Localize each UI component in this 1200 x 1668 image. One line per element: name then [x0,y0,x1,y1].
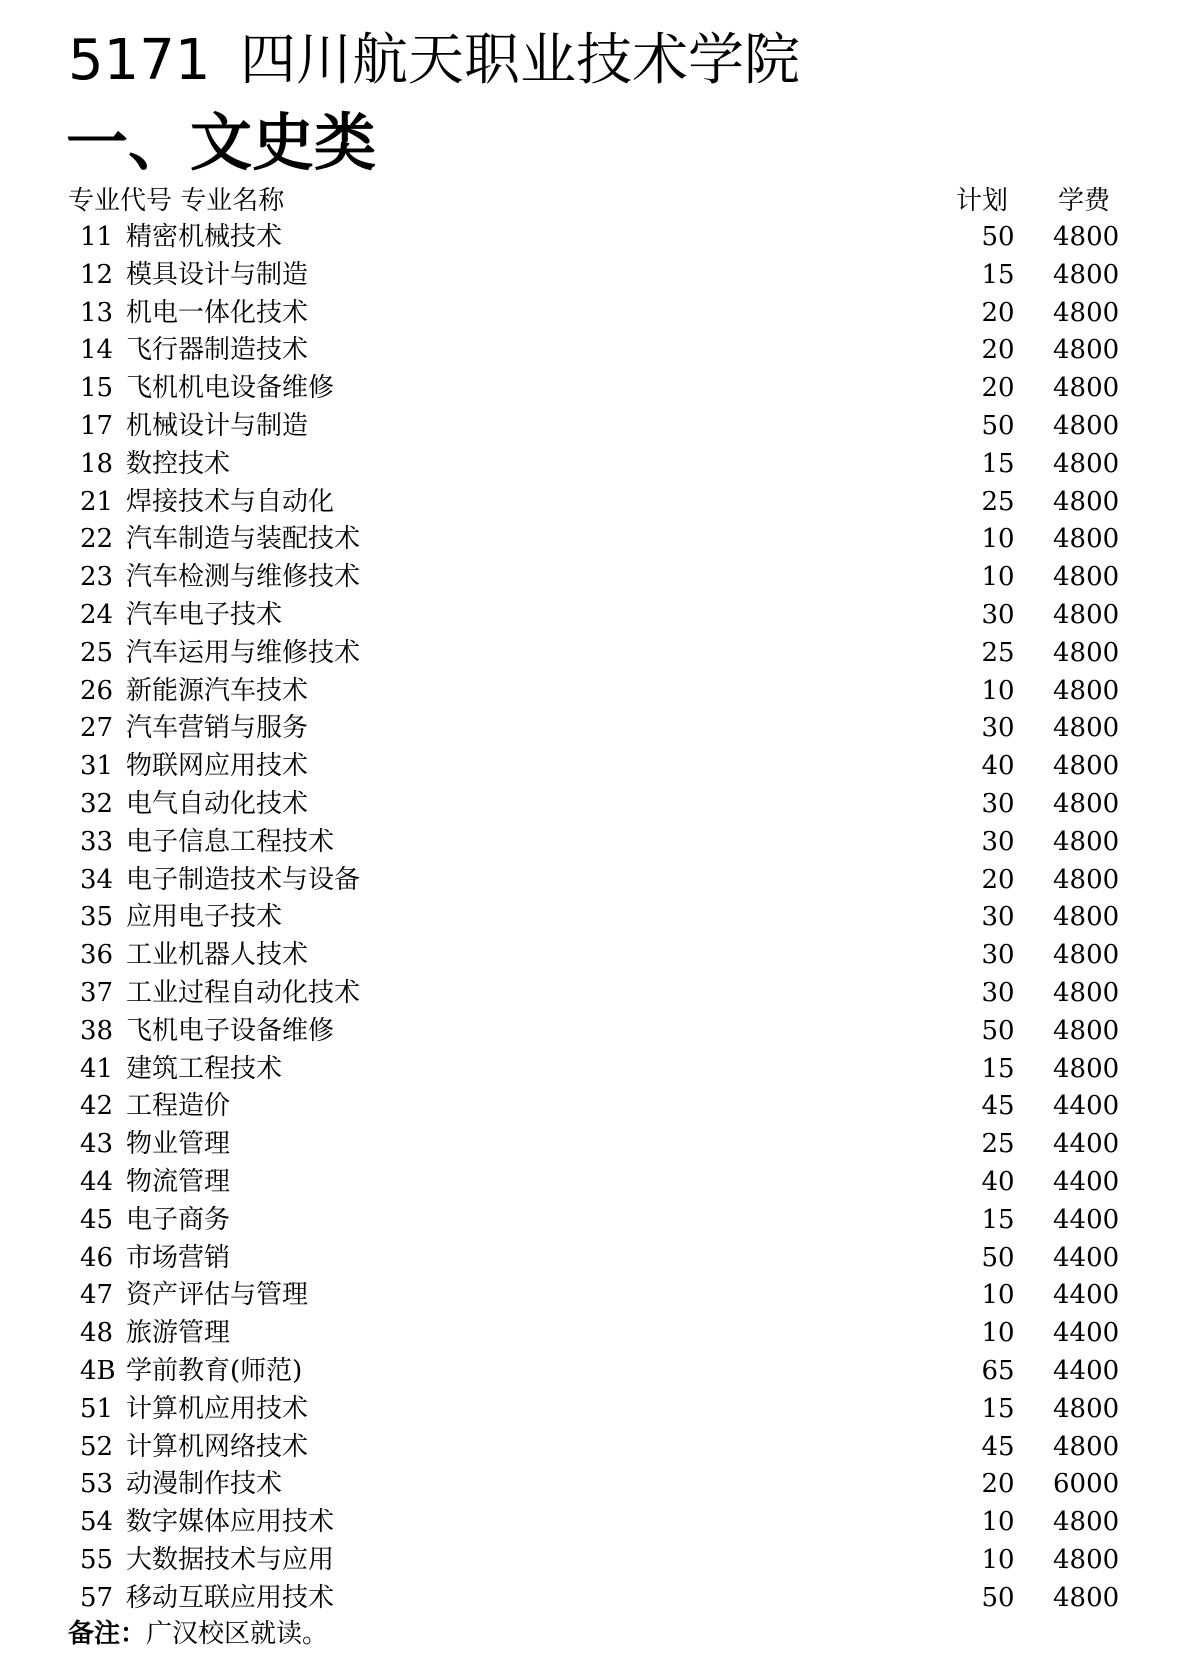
major-name: 电子制造技术与设备 [126,864,361,895]
plan-count: 10 [981,524,1015,555]
table-row [68,1429,1128,1467]
major-name: 应用电子技术 [126,902,283,933]
plan-count: 40 [981,1166,1015,1197]
footnote-text: 广汉校区就读。 [146,1619,329,1649]
table-row [68,370,1128,408]
major-code: 54 [80,1507,114,1538]
major-code: 48 [80,1318,114,1349]
major-code: 33 [80,826,114,857]
tuition-fee: 6000 [1053,1469,1120,1500]
tuition-fee: 4800 [1053,864,1120,895]
page-title [68,30,800,92]
plan-count: 50 [981,1582,1015,1613]
tuition-fee: 4800 [1053,1015,1120,1046]
table-row [68,937,1128,975]
major-name: 机电一体化技术 [126,297,309,328]
major-name: 电气自动化技术 [126,788,309,819]
tuition-fee: 4400 [1053,1280,1120,1311]
major-code: 46 [80,1242,114,1273]
table-row [68,1277,1128,1315]
table-header [68,182,1128,220]
table-row [68,1542,1128,1580]
plan-count: 15 [981,1393,1015,1424]
major-code: 15 [80,373,114,404]
plan-count: 15 [981,448,1015,479]
tuition-fee: 4400 [1053,1091,1120,1122]
major-code: 25 [80,637,114,668]
major-name: 物流管理 [126,1166,231,1197]
major-code: 18 [80,448,114,479]
plan-count: 30 [981,788,1015,819]
major-name: 电子商务 [126,1204,231,1235]
major-code: 4B [80,1355,116,1386]
major-code: 37 [80,977,114,1008]
major-name: 数控技术 [126,448,231,479]
major-name: 物业管理 [126,1129,231,1160]
plan-count: 30 [981,599,1015,630]
institution-code: 5171 [68,28,211,93]
institution-name: 四川航天职业技术学院 [240,28,800,93]
major-name: 物联网应用技术 [126,751,309,782]
major-name: 焊接技术与自动化 [126,486,335,517]
tuition-fee: 4800 [1053,940,1120,971]
plan-count: 10 [981,1318,1015,1349]
tuition-fee: 4400 [1053,1204,1120,1235]
table-row [68,975,1128,1013]
major-name: 飞机机电设备维修 [126,373,335,404]
tuition-fee: 4800 [1053,222,1120,252]
table-row [68,408,1128,446]
major-name: 精密机械技术 [126,222,283,252]
major-name: 电子信息工程技术 [126,826,335,857]
major-name: 新能源汽车技术 [126,675,309,706]
major-code: 34 [80,864,114,895]
major-name: 汽车制造与装配技术 [126,524,361,555]
table-row [68,1013,1128,1051]
plan-count: 20 [981,335,1015,366]
tuition-fee: 4800 [1053,1393,1120,1424]
major-code: 23 [80,562,114,593]
plan-count: 30 [981,902,1015,933]
table-row [68,1353,1128,1391]
table-row [68,862,1128,900]
tuition-fee: 4800 [1053,410,1120,441]
major-name: 汽车营销与服务 [126,713,309,744]
major-code: 31 [80,751,114,782]
plan-count: 15 [981,259,1015,290]
major-name: 工业过程自动化技术 [126,977,361,1008]
plan-count: 25 [981,1129,1015,1160]
major-name: 大数据技术与应用 [126,1544,335,1575]
header-fee: 学费 [1058,186,1111,216]
major-code: 32 [80,788,114,819]
major-code: 26 [80,675,114,706]
table-row [68,1126,1128,1164]
tuition-fee: 4400 [1053,1166,1120,1197]
plan-count: 15 [981,1204,1015,1235]
table-row [68,521,1128,559]
plan-count: 20 [981,1469,1015,1500]
major-code: 27 [80,713,114,744]
tuition-fee: 4800 [1053,1053,1120,1084]
plan-count: 10 [981,1544,1015,1575]
major-code: 38 [80,1015,114,1046]
major-name: 汽车检测与维修技术 [126,562,361,593]
tuition-fee: 4400 [1053,1129,1120,1160]
table-row [68,1240,1128,1278]
plan-count: 25 [981,637,1015,668]
major-name: 计算机应用技术 [126,1393,309,1424]
tuition-fee: 4800 [1053,751,1120,782]
major-name: 旅游管理 [126,1318,231,1349]
plan-count: 20 [981,297,1015,328]
header-code-name: 专业代号 专业名称 [68,186,285,216]
tuition-fee: 4800 [1053,675,1120,706]
plan-count: 50 [981,1242,1015,1273]
tuition-fee: 4800 [1053,486,1120,517]
tuition-fee: 4800 [1053,1507,1120,1538]
major-code: 51 [80,1393,114,1424]
table-row [68,484,1128,522]
major-name: 模具设计与制造 [126,259,309,290]
major-code: 55 [80,1544,114,1575]
major-code: 36 [80,940,114,971]
major-name: 机械设计与制造 [126,410,309,441]
tuition-fee: 4800 [1053,562,1120,593]
table-row [68,1580,1128,1618]
tuition-fee: 4800 [1053,599,1120,630]
major-code: 24 [80,599,114,630]
table-row [68,446,1128,484]
major-name: 移动互联应用技术 [126,1582,335,1613]
major-code: 17 [80,410,114,441]
major-code: 22 [80,524,114,555]
tuition-fee: 4800 [1053,1431,1120,1462]
major-name: 飞行器制造技术 [126,335,309,366]
plan-count: 45 [981,1431,1015,1462]
plan-count: 30 [981,826,1015,857]
plan-count: 10 [981,562,1015,593]
tuition-fee: 4800 [1053,259,1120,290]
plan-count: 15 [981,1053,1015,1084]
major-code: 41 [80,1053,114,1084]
tuition-fee: 4800 [1053,524,1120,555]
tuition-fee: 4400 [1053,1242,1120,1273]
tuition-fee: 4800 [1053,448,1120,479]
major-code: 12 [80,259,114,290]
section-title: 一、文史类 [66,106,377,179]
footnote-label: 备注： [68,1619,147,1649]
major-name: 汽车运用与维修技术 [126,637,361,668]
plan-count: 10 [981,1507,1015,1538]
table-row [68,332,1128,370]
table-row [68,1391,1128,1429]
major-code: 47 [80,1280,114,1311]
major-code: 11 [80,222,114,252]
plan-count: 50 [981,1015,1015,1046]
major-code: 57 [80,1582,114,1613]
tuition-fee: 4800 [1053,902,1120,933]
table-row [68,219,1128,257]
tuition-fee: 4800 [1053,335,1120,366]
table-row [68,899,1128,937]
plan-count: 25 [981,486,1015,517]
plan-count: 30 [981,940,1015,971]
plan-count: 50 [981,410,1015,441]
major-table [68,219,1128,1617]
major-code: 44 [80,1166,114,1197]
table-row [68,1088,1128,1126]
table-row [68,1466,1128,1504]
tuition-fee: 4800 [1053,373,1120,404]
table-row [68,597,1128,635]
table-row [68,1164,1128,1202]
major-code: 13 [80,297,114,328]
table-row [68,1504,1128,1542]
tuition-fee: 4800 [1053,1544,1120,1575]
major-code: 14 [80,335,114,366]
major-code: 21 [80,486,114,517]
plan-count: 30 [981,713,1015,744]
major-name: 数字媒体应用技术 [126,1507,335,1538]
major-code: 35 [80,902,114,933]
major-code: 53 [80,1469,114,1500]
table-row [68,559,1128,597]
plan-count: 50 [981,222,1015,252]
tuition-fee: 4800 [1053,637,1120,668]
plan-count: 65 [981,1355,1015,1386]
table-row [68,824,1128,862]
table-row [68,1051,1128,1089]
major-code: 45 [80,1204,114,1235]
major-code: 43 [80,1129,114,1160]
plan-count: 20 [981,864,1015,895]
plan-count: 10 [981,1280,1015,1311]
table-row [68,257,1128,295]
tuition-fee: 4400 [1053,1355,1120,1386]
tuition-fee: 4800 [1053,826,1120,857]
tuition-fee: 4800 [1053,713,1120,744]
plan-count: 10 [981,675,1015,706]
plan-count: 30 [981,977,1015,1008]
major-code: 42 [80,1091,114,1122]
major-name: 市场营销 [126,1242,231,1273]
table-row [68,673,1128,711]
table-row [68,635,1128,673]
major-name: 工程造价 [126,1091,231,1122]
table-row [68,786,1128,824]
major-code: 52 [80,1431,114,1462]
tuition-fee: 4400 [1053,1318,1120,1349]
table-row [68,1315,1128,1353]
plan-count: 20 [981,373,1015,404]
plan-count: 45 [981,1091,1015,1122]
major-name: 飞机电子设备维修 [126,1015,335,1046]
major-name: 资产评估与管理 [126,1280,309,1311]
major-name: 计算机网络技术 [126,1431,309,1462]
major-name: 学前教育(师范) [126,1355,303,1386]
tuition-fee: 4800 [1053,1582,1120,1613]
tuition-fee: 4800 [1053,788,1120,819]
table-row [68,710,1128,748]
major-name: 动漫制作技术 [126,1469,283,1500]
header-plan: 计划 [956,186,1009,216]
major-name: 工业机器人技术 [126,940,309,971]
footnote [68,1614,328,1654]
table-row [68,295,1128,333]
plan-count: 40 [981,751,1015,782]
tuition-fee: 4800 [1053,977,1120,1008]
table-row [68,1202,1128,1240]
major-name: 汽车电子技术 [126,599,283,630]
table-row [68,748,1128,786]
tuition-fee: 4800 [1053,297,1120,328]
major-name: 建筑工程技术 [126,1053,283,1084]
